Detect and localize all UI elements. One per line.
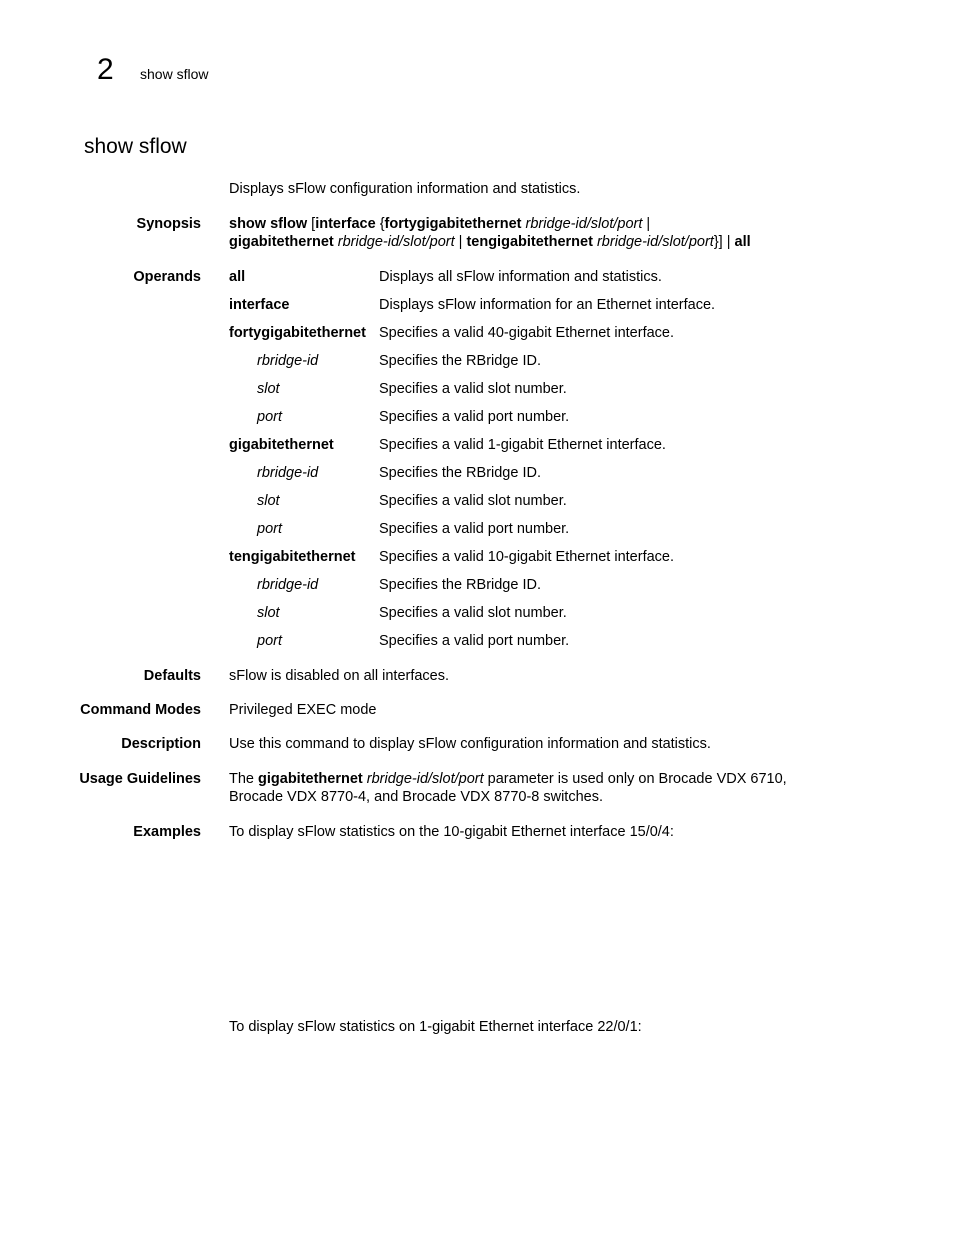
usage-guidelines-label: Usage Guidelines — [79, 771, 201, 787]
usage-suffix: parameter is used only on Brocade VDX 6710, — [483, 771, 787, 787]
synopsis-command: show sflow — [229, 216, 308, 232]
operand-desc-port: Specifies a valid port number. — [379, 633, 570, 649]
usage-param: rbridge-id/slot/port — [366, 771, 484, 787]
operand-term-rbridge-id: rbridge-id — [257, 353, 319, 369]
examples-label: Examples — [133, 824, 201, 840]
example-2-text: To display sFlow statistics on 1-gigabit Ethernet interface 22/0/1: — [229, 1019, 642, 1035]
page-title: show sflow — [84, 135, 187, 158]
operand-term-all: all — [229, 269, 246, 285]
operand-term-interface: interface — [229, 297, 290, 313]
defaults-label: Defaults — [143, 668, 201, 684]
operand-term-fortygigabitethernet: fortygigabitethernet — [229, 325, 366, 341]
example-1-text: To display sFlow statistics on the 10-gigabit Ethernet interface 15/0/4: — [229, 824, 674, 840]
synopsis-brace-open: { — [375, 216, 385, 232]
operand-term-slot: slot — [257, 605, 280, 621]
operand-desc-port: Specifies a valid port number. — [379, 409, 570, 425]
operand-desc-gigabitethernet: Specifies a valid 1-gigabit Ethernet interface. — [379, 437, 666, 453]
operand-term-rbridge-id: rbridge-id — [257, 577, 319, 593]
synopsis-line-2 — [229, 233, 751, 251]
synopsis-tengigabitethernet: tengigabitethernet — [466, 234, 593, 250]
synopsis-interface-keyword: interface — [315, 216, 376, 232]
operand-term-port: port — [257, 521, 282, 537]
running-header: show sflow — [140, 66, 209, 82]
operand-desc-rbridge-id: Specifies the RBridge ID. — [379, 465, 541, 481]
synopsis-param-1: rbridge-id/slot/port — [525, 216, 643, 232]
command-modes-text: Privileged EXEC mode — [229, 702, 377, 718]
synopsis-pipe-2: | — [454, 234, 467, 250]
operand-desc-rbridge-id: Specifies the RBridge ID. — [379, 353, 541, 369]
synopsis-label: Synopsis — [136, 216, 201, 232]
operand-term-port: port — [257, 409, 282, 425]
operand-desc-slot: Specifies a valid slot number. — [379, 493, 567, 509]
synopsis-param-3: rbridge-id/slot/port — [596, 234, 714, 250]
operand-term-tengigabitethernet: tengigabitethernet — [229, 549, 356, 565]
operand-desc-fortygigabitethernet: Specifies a valid 40-gigabit Ethernet interface. — [379, 325, 675, 341]
usage-guidelines-line-2: Brocade VDX 8770-4, and Brocade VDX 8770-8 switches. — [229, 789, 603, 805]
operand-desc-all: Displays all sFlow information and statistics. — [379, 269, 662, 285]
chapter-number: 2 — [97, 53, 114, 86]
operand-desc-tengigabitethernet: Specifies a valid 10-gigabit Ethernet interface. — [379, 549, 675, 565]
operand-desc-rbridge-id: Specifies the RBridge ID. — [379, 577, 541, 593]
operand-desc-interface: Displays sFlow information for an Ethernet interface. — [379, 297, 716, 313]
synopsis-close-pipe: }] | — [713, 234, 735, 250]
synopsis-line-1 — [229, 215, 650, 233]
description-text: Use this command to display sFlow configuration information and statistics. — [229, 736, 711, 752]
synopsis-pipe-1: | — [642, 216, 651, 232]
operand-term-slot: slot — [257, 381, 280, 397]
operand-term-slot: slot — [257, 493, 280, 509]
description-label: Description — [121, 736, 201, 752]
synopsis-gigabitethernet: gigabitethernet — [229, 234, 334, 250]
usage-guidelines-line-1 — [229, 770, 787, 788]
usage-keyword: gigabitethernet — [258, 771, 363, 787]
synopsis-all-keyword: all — [734, 234, 751, 250]
synopsis-param-2: rbridge-id/slot/port — [337, 234, 455, 250]
defaults-text: sFlow is disabled on all interfaces. — [229, 668, 450, 684]
operand-term-port: port — [257, 633, 282, 649]
operand-term-rbridge-id: rbridge-id — [257, 465, 319, 481]
operand-desc-slot: Specifies a valid slot number. — [379, 381, 567, 397]
operand-desc-slot: Specifies a valid slot number. — [379, 605, 567, 621]
command-modes-label: Command Modes — [80, 702, 201, 718]
operand-desc-port: Specifies a valid port number. — [379, 521, 570, 537]
usage-prefix: The — [229, 771, 259, 787]
synopsis-bracket-open: [ — [307, 216, 316, 232]
operands-label: Operands — [133, 269, 201, 285]
synopsis-fortygigabitethernet: fortygigabitethernet — [384, 216, 522, 232]
intro-text: Displays sFlow configuration information and statistics. — [229, 181, 581, 197]
operand-term-gigabitethernet: gigabitethernet — [229, 437, 334, 453]
